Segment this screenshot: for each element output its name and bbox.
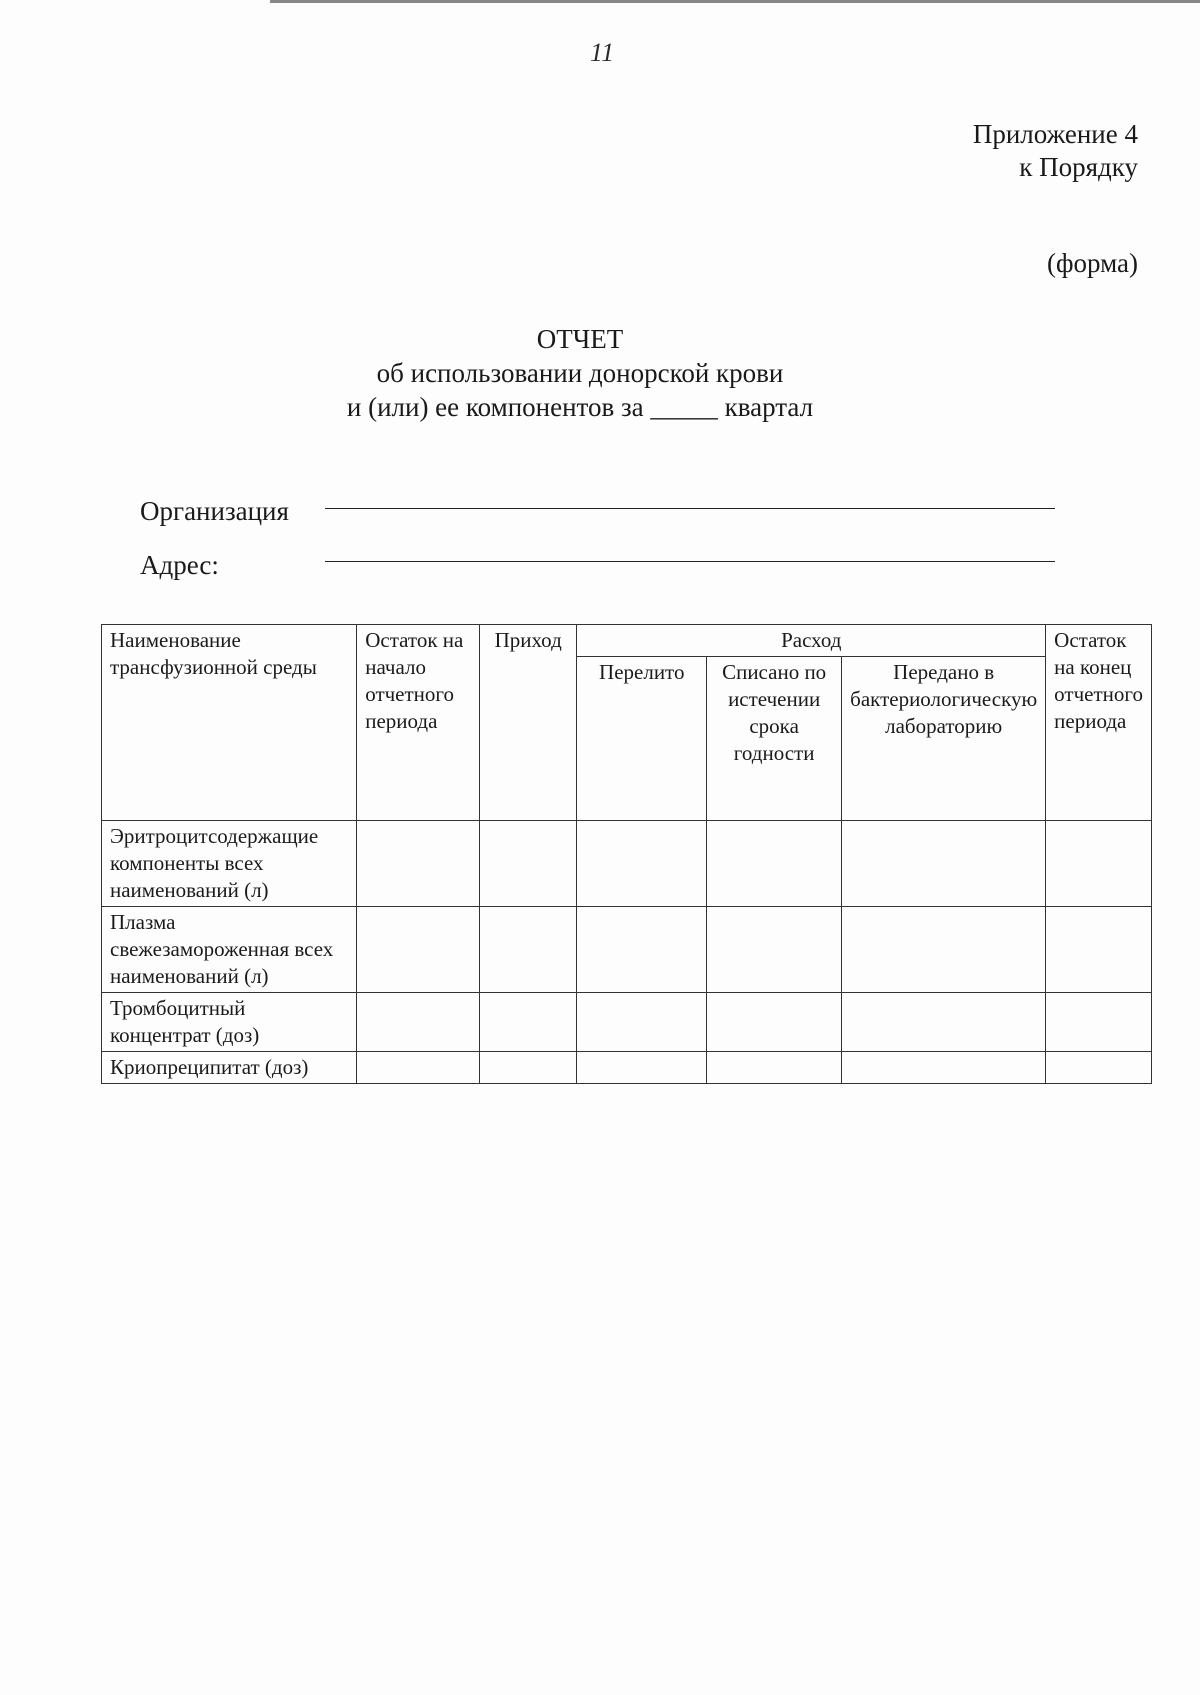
cell-transfused[interactable] — [577, 907, 707, 993]
row-name: Криопреципитат (доз) — [102, 1052, 357, 1084]
cell-sent-lab[interactable] — [842, 993, 1046, 1052]
cell-end-balance[interactable] — [1046, 993, 1152, 1052]
header-end-balance: Остаток на конец отчетного периода — [1046, 625, 1152, 821]
table-row — [102, 821, 1152, 907]
header-name: Наименование трансфузионной среды — [102, 625, 357, 821]
cell-start-balance[interactable] — [357, 907, 480, 993]
address-label: Адрес: — [140, 550, 219, 580]
document-title — [0, 322, 1160, 424]
cell-income[interactable] — [479, 821, 576, 907]
header-expense: Расход — [577, 625, 1046, 657]
cell-sent-lab[interactable] — [842, 1052, 1046, 1084]
appendix-line-1: Приложение 4 — [972, 119, 1138, 149]
appendix-line-2: к Порядку — [1019, 152, 1138, 182]
title-line-2: об использовании донорской крови — [376, 358, 784, 388]
cell-written-off[interactable] — [707, 993, 842, 1052]
header-sent-lab: Передано в бактериологическую лабораторию — [842, 657, 1046, 821]
report-table — [101, 624, 1152, 1084]
title-line-3: и (или) ее компонентов за _____ квартал — [346, 392, 814, 422]
header-transfused: Перелито — [577, 657, 707, 821]
cell-transfused[interactable] — [577, 993, 707, 1052]
title-line-1: ОТЧЕТ — [536, 324, 624, 354]
table-row — [102, 1052, 1152, 1084]
cell-transfused[interactable] — [577, 821, 707, 907]
cell-transfused[interactable] — [577, 1052, 707, 1084]
header-income: Приход — [479, 625, 576, 821]
page-number: 11 — [590, 38, 615, 67]
header-written-off: Списано по истечении срока годности — [707, 657, 842, 821]
table-row — [102, 993, 1152, 1052]
cell-written-off[interactable] — [707, 907, 842, 993]
appendix-reference — [973, 118, 1138, 184]
form-label: (форма) — [1047, 248, 1138, 278]
row-name: Эритроцитсодержащие компоненты всех наименований (л) — [102, 821, 357, 907]
cell-income[interactable] — [479, 993, 576, 1052]
cell-sent-lab[interactable] — [842, 907, 1046, 993]
cell-start-balance[interactable] — [357, 1052, 480, 1084]
organization-line[interactable] — [325, 508, 1055, 509]
cell-start-balance[interactable] — [357, 993, 480, 1052]
cell-income[interactable] — [479, 1052, 576, 1084]
cell-start-balance[interactable] — [357, 821, 480, 907]
cell-written-off[interactable] — [707, 1052, 842, 1084]
address-line[interactable] — [325, 561, 1055, 562]
cell-end-balance[interactable] — [1046, 907, 1152, 993]
table-row — [102, 907, 1152, 993]
cell-end-balance[interactable] — [1046, 821, 1152, 907]
scan-edge-shadow — [270, 0, 1200, 3]
organization-label: Организация — [140, 496, 289, 526]
header-start-balance: Остаток на начало отчетного периода — [357, 625, 480, 821]
cell-income[interactable] — [479, 907, 576, 993]
cell-written-off[interactable] — [707, 821, 842, 907]
cell-end-balance[interactable] — [1046, 1052, 1152, 1084]
row-name: Тромбоцитный концентрат (доз) — [102, 993, 357, 1052]
cell-sent-lab[interactable] — [842, 821, 1046, 907]
row-name: Плазма свежезамороженная всех наименований (л) — [102, 907, 357, 993]
